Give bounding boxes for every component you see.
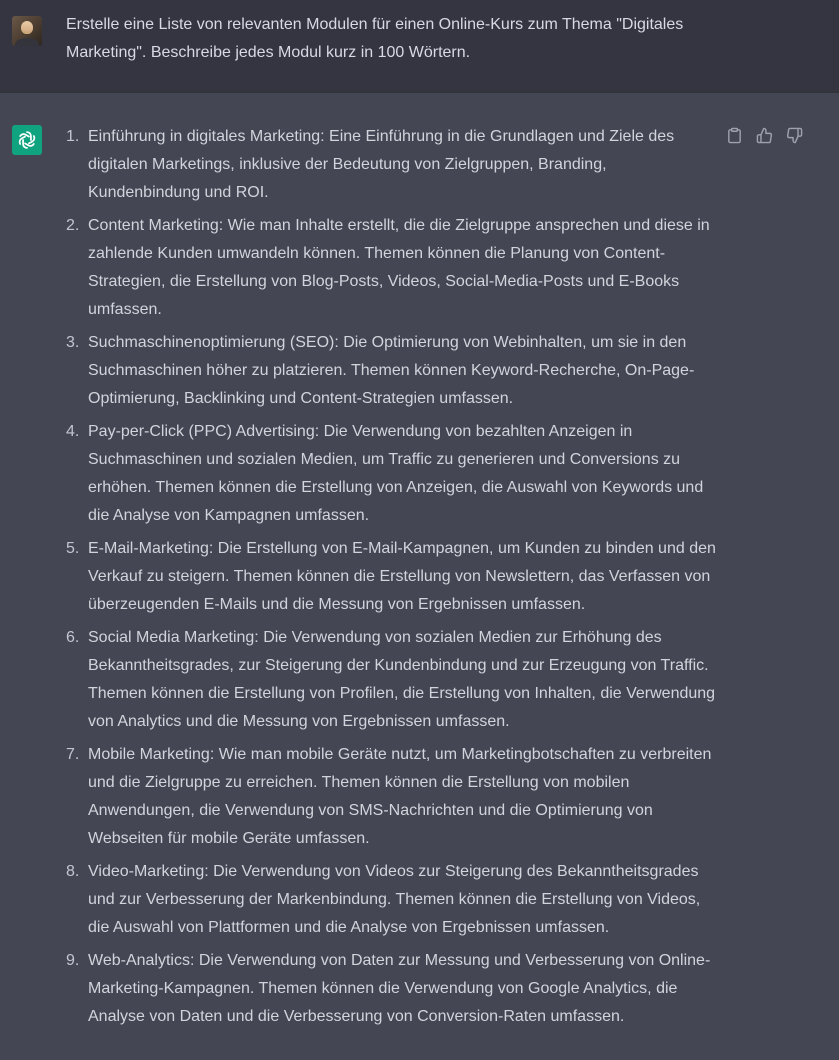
openai-knot-icon (16, 129, 38, 151)
list-item-text: E-Mail-Marketing: Die Erstellung von E-Mail-Kampagnen, um Kunden zu binden und den Verkauf zu steigern. Themen können die Erstellung von Newslettern, das Verfassen von überzeugenden E-Mails und die Messung von Ergebnissen umfassen. (88, 540, 716, 613)
list-item (66, 535, 716, 619)
thumbs-up-button[interactable] (756, 127, 773, 144)
assistant-message-row (0, 91, 839, 1060)
list-item-number: 4. (66, 423, 80, 440)
list-item (66, 947, 716, 1031)
copy-button[interactable] (726, 127, 743, 144)
list-item (66, 858, 716, 942)
list-item-text: Social Media Marketing: Die Verwendung von sozialen Medien zur Erhöhung des Bekanntheitsgrades, zur Steigerung der Kundenbindung und zur Erzeugung von Traffic. Themen können die Erstellung von Profilen, die Erstellung von Inhalten, die Verwendung von Analytics und die Messung von Ergebnissen umfassen. (88, 629, 716, 730)
list-item-number: 2. (66, 217, 80, 234)
list-item (66, 212, 716, 324)
list-item-text: Web-Analytics: Die Verwendung von Daten zur Messung und Verbesserung von Online-Marketing-Kampagnen. Themen können die Verwendung von Google Analytics, die Analyse von Daten und die Verbesserung von Conversion-Raten umfassen. (88, 952, 711, 1025)
list-item-number: 5. (66, 540, 80, 557)
list-item-text: Mobile Marketing: Wie man mobile Geräte nutzt, um Marketingbotschaften zu verbreiten und die Zielgruppe zu erreichen. Themen können die Erstellung von mobilen Anwendungen, die Verwendung von SMS-Nachrichten und die Optimierung von Webseiten für mobile Geräte umfassen. (88, 746, 712, 847)
list-item (66, 123, 716, 207)
module-list (66, 123, 716, 1031)
list-item-text: Video-Marketing: Die Verwendung von Videos zur Steigerung des Bekanntheitsgrades und zur Verbesserung der Markenbindung. Themen können die Erstellung von Videos, die Auswahl von Plattformen und die Analyse von Ergebnissen umfassen. (88, 863, 701, 936)
list-item-number: 9. (66, 952, 80, 969)
user-avatar (12, 16, 42, 46)
thumbs-down-button[interactable] (786, 127, 803, 144)
list-item-text: Content Marketing: Wie man Inhalte erstellt, die die Zielgruppe ansprechen und diese in zahlende Kunden umwandeln können. Themen können die Planung von Content-Strategien, die Erstellung von Blog-Posts, Videos, Social-Media-Posts und E-Books umfassen. (88, 217, 710, 318)
list-item (66, 418, 716, 530)
message-actions (726, 127, 803, 144)
clipboard-icon (726, 127, 743, 144)
list-item-number: 7. (66, 746, 80, 763)
chatgpt-logo (12, 125, 42, 155)
list-item-text: Einführung in digitales Marketing: Eine Einführung in die Grundlagen und Ziele des digitalen Marketings, inklusive der Bedeutung von Zielgruppen, Branding, Kundenbindung und ROI. (88, 128, 675, 201)
list-item-number: 8. (66, 863, 80, 880)
assistant-message-content (66, 123, 716, 1036)
user-message-row (0, 0, 839, 91)
list-item-text: Pay-per-Click (PPC) Advertising: Die Verwendung von bezahlten Anzeigen in Suchmaschinen und sozialen Medien, um Traffic zu generieren und Conversions zu erhöhen. Themen können die Erstellung von Anzeigen, die Auswahl von Keywords und die Analyse von Kampagnen umfassen. (88, 423, 704, 524)
user-message-text: Erstelle eine Liste von relevanten Modulen für einen Online-Kurs zum Thema "Digitales Marketing". Beschreibe jedes Modul kurz in 100 Wörtern. (66, 16, 684, 61)
thumbs-down-icon (786, 127, 803, 144)
list-item-number: 3. (66, 334, 80, 351)
list-item-text: Suchmaschinenoptimierung (SEO): Die Optimierung von Webinhalten, um sie in den Suchmaschinen höher zu platzieren. Themen können Keyword-Recherche, On-Page-Optimierung, Backlinking und Content-Strategien umfassen. (88, 334, 695, 407)
list-item-number: 1. (66, 128, 80, 145)
list-item (66, 624, 716, 736)
list-item (66, 329, 716, 413)
list-item (66, 741, 716, 853)
list-item-number: 6. (66, 629, 80, 646)
thumbs-up-icon (756, 127, 773, 144)
